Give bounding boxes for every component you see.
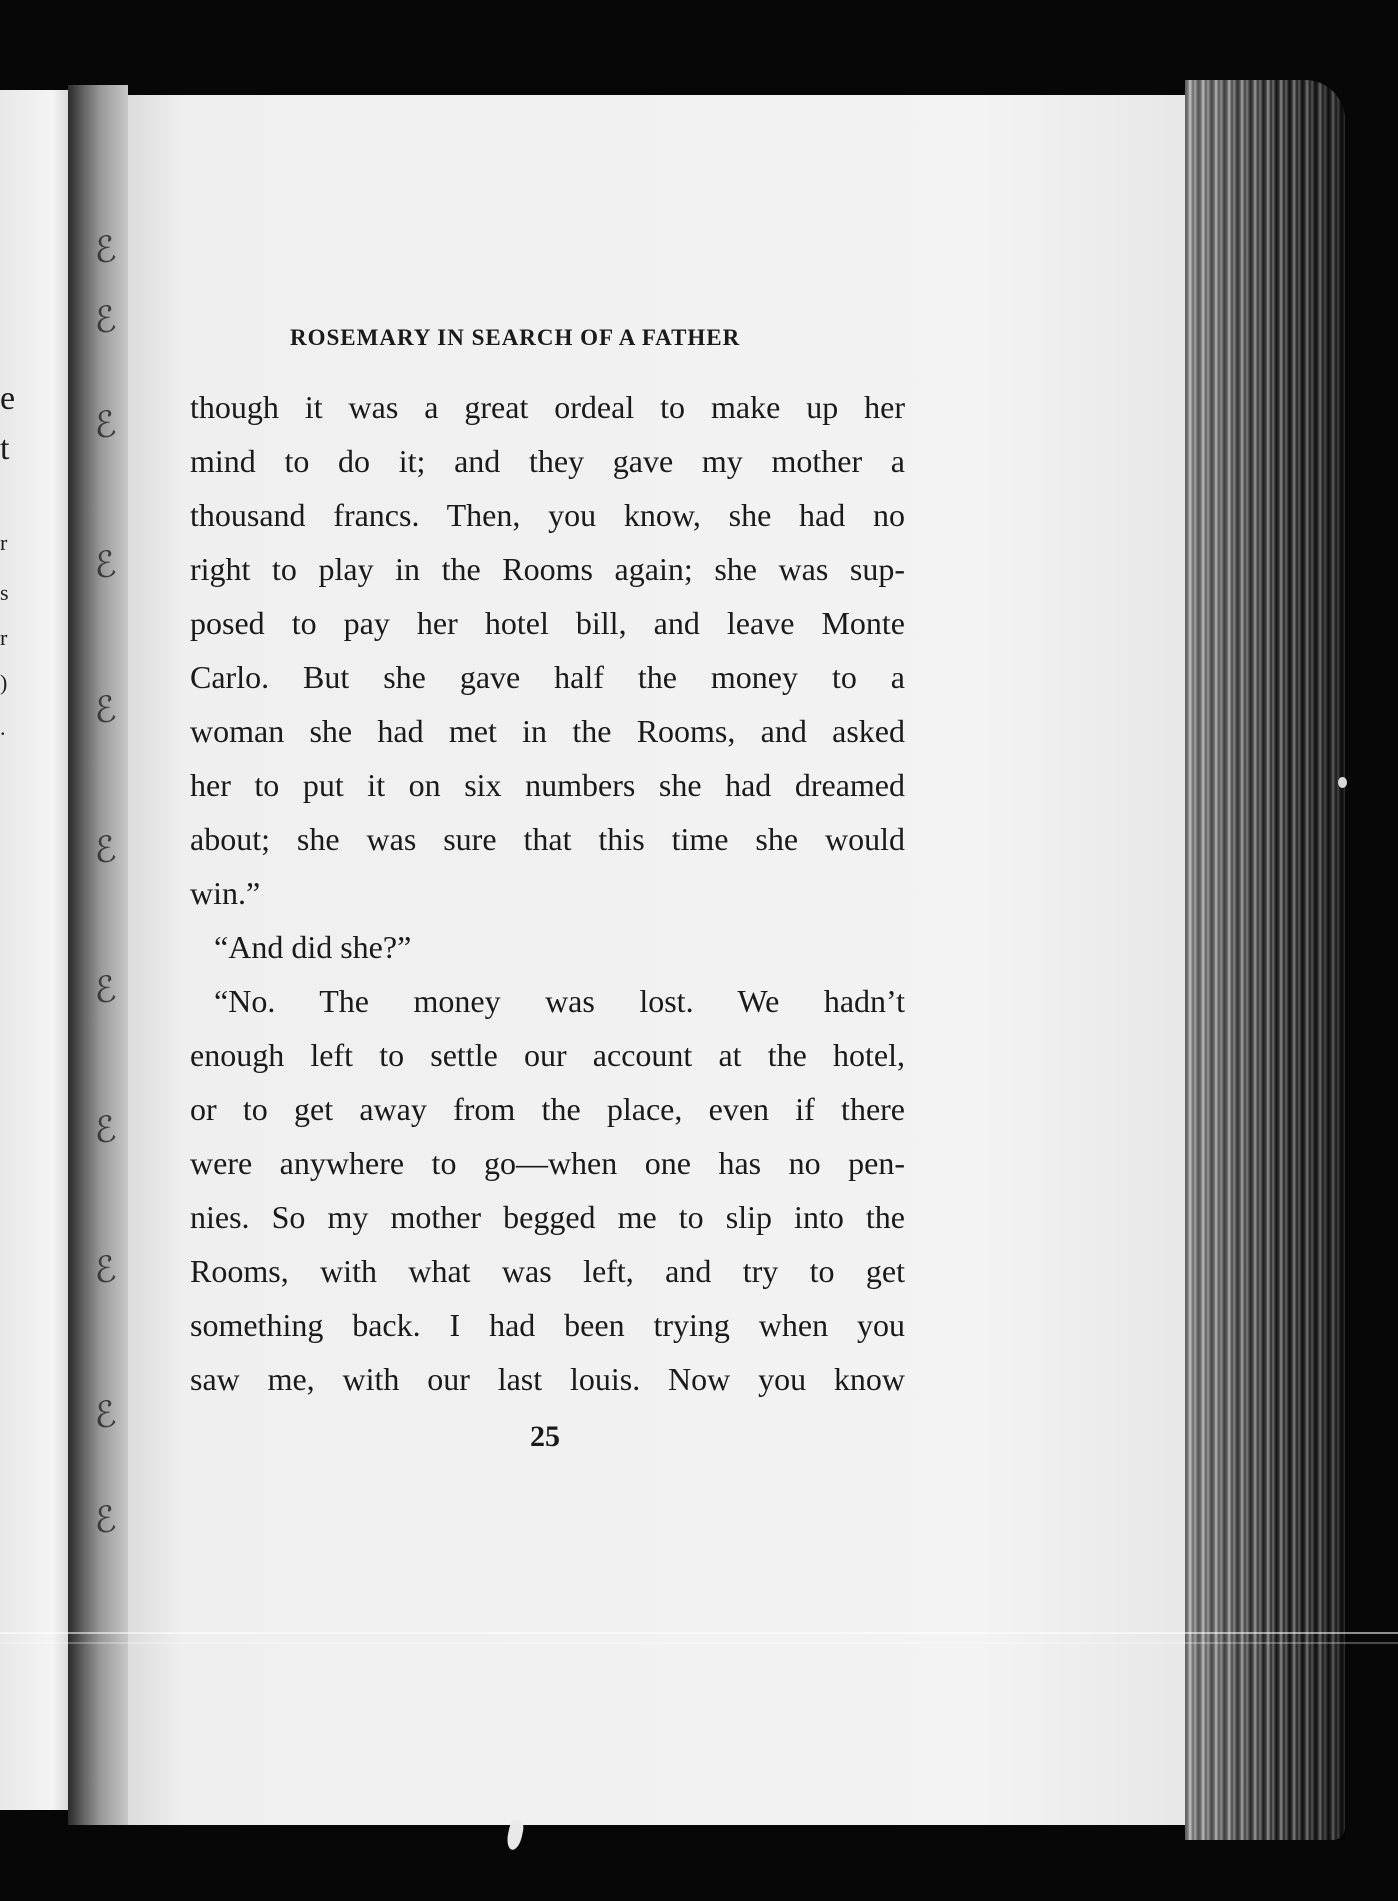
facing-page-letter: e [0, 380, 16, 417]
text-line: win.” [190, 875, 261, 911]
page-body-text [190, 380, 905, 1406]
text-line: Carlo. But she gave half the money to a [190, 659, 905, 695]
running-head: ROSEMARY IN SEARCH OF A FATHER [290, 325, 741, 350]
text-line: thousand francs. Then, you know, she had no [190, 497, 905, 533]
page-block-shadow [1185, 80, 1345, 1840]
text-line: posed to pay her hotel bill, and leave Monte [190, 605, 905, 641]
text-line: Rooms, with what was left, and try to get [190, 1253, 905, 1289]
scan-artifact-line [0, 1642, 1398, 1644]
text-line: nies. So my mother begged me to slip into the [190, 1199, 905, 1235]
text-line: about; she was sure that this time she would [190, 821, 905, 857]
text-line: “And did she?” [214, 929, 412, 965]
stitch-mark: ℰ [91, 1498, 119, 1543]
stitch-mark: ℰ [91, 688, 119, 733]
stitch-mark: ℰ [91, 403, 119, 448]
stitch-mark: ℰ [91, 1108, 119, 1153]
dust-speck [1338, 777, 1347, 788]
text-line: mind to do it; and they gave my mother a [190, 443, 905, 479]
text-line: enough left to settle our account at the hotel, [190, 1037, 905, 1073]
stitch-mark: ℰ [91, 228, 119, 273]
stitch-mark: ℰ [91, 298, 119, 343]
binding-gutter [68, 85, 128, 1825]
facing-page-letter: s [0, 580, 9, 605]
text-line: right to play in the Rooms again; she was sup- [190, 551, 905, 587]
text-line: her to put it on six numbers she had dreamed [190, 767, 905, 803]
stitch-mark: ℰ [91, 543, 119, 588]
facing-page-letter: r [0, 530, 8, 555]
text-line: something back. I had been trying when you [190, 1307, 905, 1343]
facing-page-edge [0, 90, 75, 1810]
facing-page-letter: ) [0, 670, 8, 695]
stitch-mark: ℰ [91, 1248, 119, 1293]
facing-page-letter: t [0, 430, 10, 467]
page-number: 25 [530, 1420, 560, 1453]
stitch-mark: ℰ [91, 828, 119, 873]
text-line: though it was a great ordeal to make up her [190, 389, 905, 425]
facing-page-letter: . [0, 715, 6, 740]
text-line: saw me, with our last louis. Now you know [190, 1361, 905, 1397]
scan-artifact-line [0, 1632, 1398, 1634]
text-line: “No. The money was lost. We hadn’t [214, 983, 905, 1019]
facing-page-letter: r [0, 625, 8, 650]
text-line: woman she had met in the Rooms, and asked [190, 713, 905, 749]
stitch-mark: ℰ [91, 1393, 119, 1438]
text-line: or to get away from the place, even if there [190, 1091, 905, 1127]
text-line: were anywhere to go—when one has no pen- [190, 1145, 905, 1181]
stitch-mark: ℰ [91, 968, 119, 1013]
